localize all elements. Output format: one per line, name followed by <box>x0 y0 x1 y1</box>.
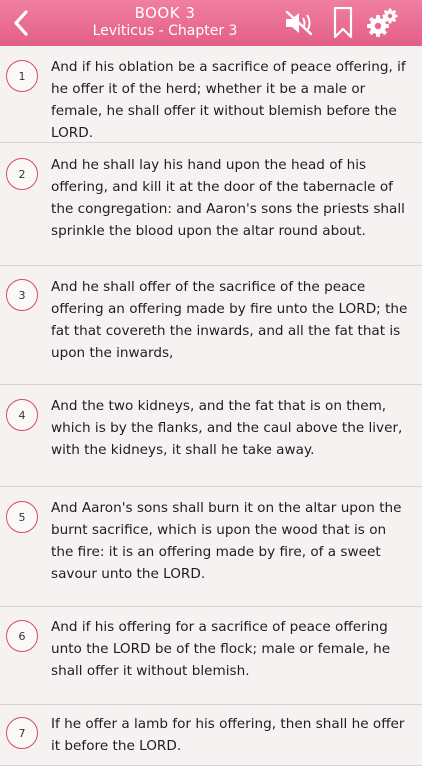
app-header <box>0 0 422 46</box>
verse-row[interactable] <box>0 143 422 266</box>
verse-text: And if his oblation be a sacrifice of peace offering, if he offer it of the herd; whether it be a male or female, he shall offer it without blemish before the LORD. <box>51 59 406 141</box>
settings-gears-icon <box>366 7 400 39</box>
verse-row[interactable] <box>0 487 422 607</box>
verse-number: 3 <box>6 279 38 311</box>
verse-text: And he shall offer of the sacrifice of the peace offering an offering made by fire unto the LORD; the fat that covereth the inwards, and all the fat that is upon the inwards, <box>51 279 408 361</box>
settings-button[interactable] <box>366 7 400 39</box>
back-button[interactable] <box>6 7 36 39</box>
sound-muted-icon <box>284 10 316 36</box>
verse-number: 6 <box>6 620 38 652</box>
verse-row[interactable] <box>0 607 422 705</box>
mute-button[interactable] <box>283 7 317 39</box>
verse-text: And the two kidneys, and the fat that is on them, which is by the flanks, and the caul above the liver, with the kidneys, it shall he take away. <box>51 398 403 458</box>
verse-number: 4 <box>6 399 38 431</box>
verse-number: 2 <box>6 158 38 190</box>
verse-text: And Aaron's sons shall burn it on the altar upon the burnt sacrifice, which is upon the wood that is on the fire: it is an offering made by fire, of a sweet savour unto the LORD. <box>51 500 402 582</box>
verse-number: 5 <box>6 501 38 533</box>
verse-row[interactable] <box>0 705 422 766</box>
verse-list[interactable] <box>0 46 422 766</box>
verse-number: 1 <box>6 60 38 92</box>
bookmark-icon <box>333 7 353 39</box>
verse-text: And if his offering for a sacrifice of peace offering unto the LORD be of the flock; male or female, he shall offer it without blemish. <box>51 619 391 679</box>
verse-row[interactable] <box>0 385 422 487</box>
book-label: BOOK 3 <box>134 4 196 22</box>
header-titles <box>70 4 260 40</box>
chapter-label: Leviticus - Chapter 3 <box>92 23 238 39</box>
verse-text: And he shall lay his hand upon the head of his offering, and kill it at the door of the tabernacle of the congregation: and Aaron's sons the priests shall sprinkle the blood upon the altar round about. <box>51 157 405 239</box>
bookmark-button[interactable] <box>331 7 355 39</box>
verse-row[interactable] <box>0 46 422 143</box>
verse-text: If he offer a lamb for his offering, then shall he offer it before the LORD. <box>51 716 405 754</box>
verse-row[interactable] <box>0 266 422 385</box>
verse-number: 7 <box>6 717 38 749</box>
back-icon <box>13 10 29 36</box>
